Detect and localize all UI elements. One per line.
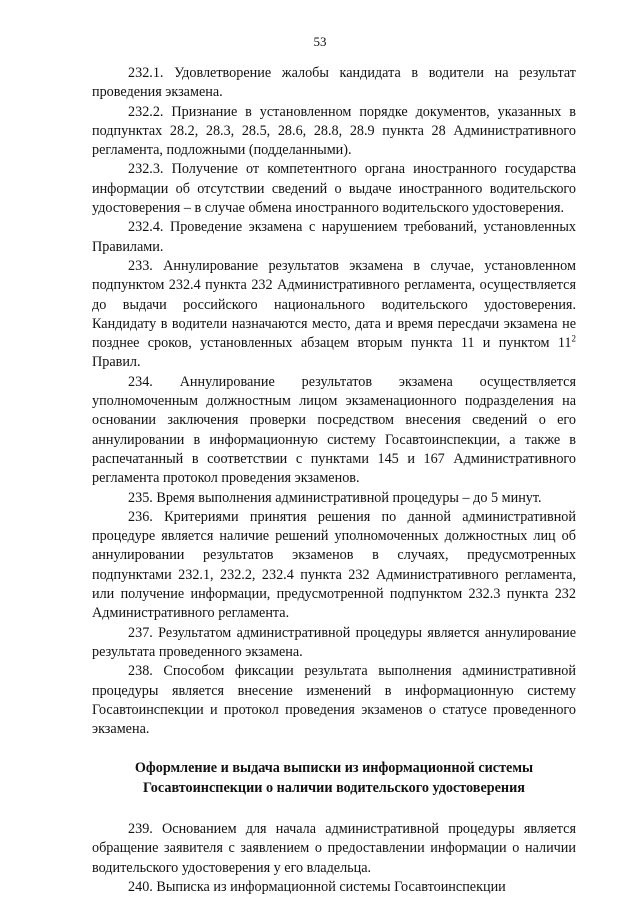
paragraph-240: 240. Выписка из информационной системы Госавтоинспекции	[128, 878, 506, 895]
paragraph-233-text: 233. Аннулирование результатов экзамена в случае, установленном подпунктом 232.4 пункта 232 Административного регламента, осуществляется до выдачи российского национального водительского удостоверения. Кандидату в водители назначаются место, дата и время пересдачи экзамена не позднее сроков, установленных абзацем вторым пункта 11 и пунктом 11	[92, 257, 576, 352]
document-body	[92, 64, 576, 897]
paragraph-238: 238. Способом фиксации результата выполнения административной процедуры является внесение изменений в информационную систему Госавтоинспекции и протокол проведения экзаменов о статусе проведенного экзамена.	[92, 663, 576, 738]
paragraph-232-3: 232.3. Получение от компетентного органа иностранного государства информации об отсутствии сведений о выдаче иностранного водительского удостоверения – в случае обмена иностранного водительского удостоверения.	[92, 161, 576, 217]
paragraph-239: 239. Основанием для начала административной процедуры является обращение заявителя с заявлением о предоставлении информации о наличии водительского удостоверения у его владельца.	[92, 820, 576, 876]
paragraph-232-2: 232.2. Признание в установленном порядке документов, указанных в подпунктах 28.2, 28.3, 28.5, 28.6, 28.8, 28.9 пункта 28 Административного регламента, подложными (подделанными).	[92, 103, 576, 159]
paragraph-233-tail: Правил.	[92, 354, 141, 371]
paragraph-233-superscript: 2	[571, 333, 576, 344]
section-heading: Оформление и выдача выписки из информационной системы Госавтоинспекции о наличии водительского удостоверения	[134, 760, 534, 796]
paragraph-235: 235. Время выполнения административной процедуры – до 5 минут.	[128, 489, 542, 506]
paragraph-237: 237. Результатом административной процедуры является аннулирование результата проведенного экзамена.	[92, 624, 576, 660]
page-number: 53	[313, 34, 327, 49]
paragraph-233	[92, 257, 576, 373]
paragraph-236: 236. Критериями принятия решения по данной административной процедуре является наличие решений уполномоченных должностных лиц об аннулировании результатов экзаменов в случаях, предусмотренных подпунктами 232.1, 232.2, 232.4 пункта 232 Административного регламента, или получение информации, предусмотренной подпунктом 232.3 пункта 232 Административного регламента.	[92, 508, 576, 622]
paragraph-232-4: 232.4. Проведение экзамена с нарушением требований, установленных Правилами.	[92, 219, 576, 255]
paragraph-232-1: 232.1. Удовлетворение жалобы кандидата в водители на результат проведения экзамена.	[92, 65, 576, 101]
paragraph-234: 234. Аннулирование результатов экзамена осуществляется уполномоченным должностным лицом экзаменационного подразделения на основании заключения проверки посредством внесения сведений о его аннулировании в информационную систему Госавтоинспекции, а также в распечатанный в соответствии с пунктами 145 и 167 Административного регламента протокол проведения экзаменов.	[92, 373, 576, 487]
